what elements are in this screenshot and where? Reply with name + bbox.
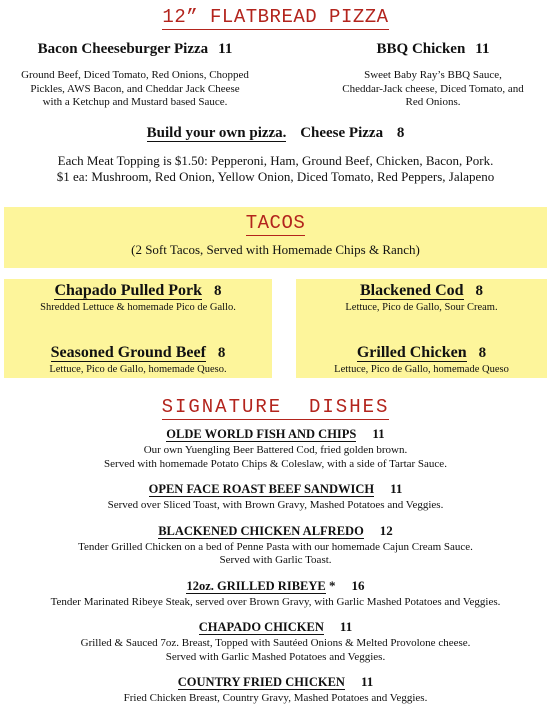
meat-toppings-line: Each Meat Topping is $1.50: Pepperoni, Ham, Ground Beef, Chicken, Bacon, Pork. [57, 153, 494, 168]
cheese-pizza-label: Cheese Pizza [300, 125, 384, 141]
item-description [0, 637, 551, 664]
item-price: 11 [360, 674, 374, 689]
tacos-left-box [4, 279, 272, 378]
item-name: Grilled Chicken [356, 344, 467, 361]
item-name: Bacon Cheeseburger Pizza [37, 41, 209, 57]
desc-line: Served with Garlic Toast. [219, 554, 332, 566]
desc-line: Ground Beef, Diced Tomato, Red Onions, Chopped [21, 69, 249, 81]
menu-item-country-fried-chicken [0, 673, 551, 706]
item-description: Lettuce, Pico de Gallo, Sour Cream. [345, 302, 498, 313]
item-description: Lettuce, Pico de Gallo, homemade Queso [334, 364, 509, 375]
item-price: 16 [351, 577, 365, 593]
item-price: 11 [339, 619, 353, 634]
desc-line: Tender Marinated Ribeye Steak, served over Brown Gravy, with Garlic Mashed Potatoes and Veggies. [50, 595, 501, 608]
item-price: 12 [379, 522, 393, 538]
item-description [0, 541, 551, 568]
desc-line: Fried Chicken Breast, Country Gravy, Mashed Potatoes and Veggies. [123, 692, 428, 704]
menu-item-chapado-chicken [0, 618, 551, 664]
menu-item-open-face-roast-beef-sandwich [0, 480, 551, 513]
item-description [0, 692, 551, 706]
item-name: OPEN FACE ROAST BEEF SANDWICH [148, 482, 375, 496]
pizza-title-text: 12” FLATBREAD PIZZA [162, 6, 389, 28]
signature-dishes-list [0, 425, 551, 715]
tacos-title-text: TACOS [245, 212, 306, 234]
veggie-toppings-line: $1 ea: Mushroom, Red Onion, Yellow Onion, Diced Tomato, Red Peppers, Jalapeno [56, 169, 495, 184]
item-name: Blackened Cod [359, 282, 464, 299]
desc-line: Red Onions. [405, 96, 461, 108]
menu-item-blackened-cod [296, 282, 547, 313]
desc-line: Served with homemade Potato Chips & Coleslaw, with a side of Tartar Sauce. [104, 457, 447, 470]
build-your-own-pizza [0, 125, 551, 142]
desc-line: Sweet Baby Ray’s BBQ Sauce, [364, 69, 502, 81]
desc-line: Served over Sliced Toast, with Brown Gravy, Mashed Potatoes and Veggies. [107, 499, 444, 511]
menu-item-blackened-chicken-alfredo [0, 522, 551, 568]
menu-item-12oz-grilled-ribeye [0, 577, 551, 610]
item-name: Seasoned Ground Beef [50, 344, 206, 361]
item-description: Shredded Lettuce & homemade Pico de Gallo. [40, 302, 236, 313]
desc-line: Grilled & Sauced 7oz. Breast, Topped with Sautéed Onions & Melted Provolone cheese. [80, 637, 471, 649]
menu-item-bbq-chicken [315, 40, 551, 110]
menu-item-seasoned-ground-beef [4, 344, 272, 375]
item-name: BLACKENED CHICKEN ALFREDO [158, 523, 364, 538]
item-price: 11 [390, 481, 403, 496]
item-description [0, 499, 551, 513]
item-price: 11 [475, 41, 490, 57]
desc-line: Cheddar-Jack cheese, Diced Tomato, and [342, 82, 524, 95]
pizza-section-title [0, 6, 551, 28]
cheese-pizza-price: 8 [396, 125, 405, 141]
menu-item-chapado-pulled-pork [4, 282, 272, 313]
item-description: Lettuce, Pico de Gallo, homemade Queso. [49, 364, 227, 375]
tacos-right-box [296, 279, 547, 378]
menu-item-grilled-chicken [296, 344, 547, 375]
item-price: 8 [478, 345, 487, 361]
item-description [0, 596, 551, 610]
signature-section-title [0, 396, 551, 418]
desc-line: with a Ketchup and Mustard based Sauce. [42, 96, 228, 108]
desc-line: Pickles, AWS Bacon, and Cheddar Jack Cheese [30, 82, 240, 95]
item-name: Chapado Pulled Pork [54, 282, 203, 299]
item-price: 8 [214, 283, 222, 299]
tacos-header-box [4, 207, 547, 268]
item-description [0, 69, 270, 110]
signature-title-text: SIGNATURE DISHES [161, 396, 390, 418]
item-name: 12oz. GRILLED RIBEYE [186, 578, 326, 593]
item-price: 11 [372, 426, 385, 441]
menu-item-olde-world-fish-and-chips [0, 425, 551, 471]
item-description [0, 444, 551, 471]
item-price: 8 [475, 283, 484, 299]
menu-item-bacon-cheeseburger-pizza [0, 40, 270, 110]
item-name: COUNTRY FRIED CHICKEN [177, 675, 345, 689]
item-name: BBQ Chicken [376, 41, 466, 57]
item-asterisk: * [325, 577, 336, 593]
item-price: 8 [217, 345, 226, 361]
build-label: Build your own pizza. [146, 125, 287, 141]
tacos-subtitle: (2 Soft Tacos, Served with Homemade Chips & Ranch) [131, 242, 420, 257]
desc-line: Tender Grilled Chicken on a bed of Penne Pasta with our homemade Cajun Cream Sauce. [78, 540, 473, 553]
desc-line: Our own Yuengling Beer Battered Cod, fried golden brown. [143, 444, 408, 456]
item-description [315, 69, 551, 110]
topping-prices [0, 153, 551, 185]
item-name: OLDE WORLD FISH AND CHIPS [166, 427, 357, 441]
item-name: CHAPADO CHICKEN [198, 620, 324, 634]
item-price: 11 [218, 41, 233, 57]
desc-line: Served with Garlic Mashed Potatoes and Veggies. [165, 650, 386, 663]
